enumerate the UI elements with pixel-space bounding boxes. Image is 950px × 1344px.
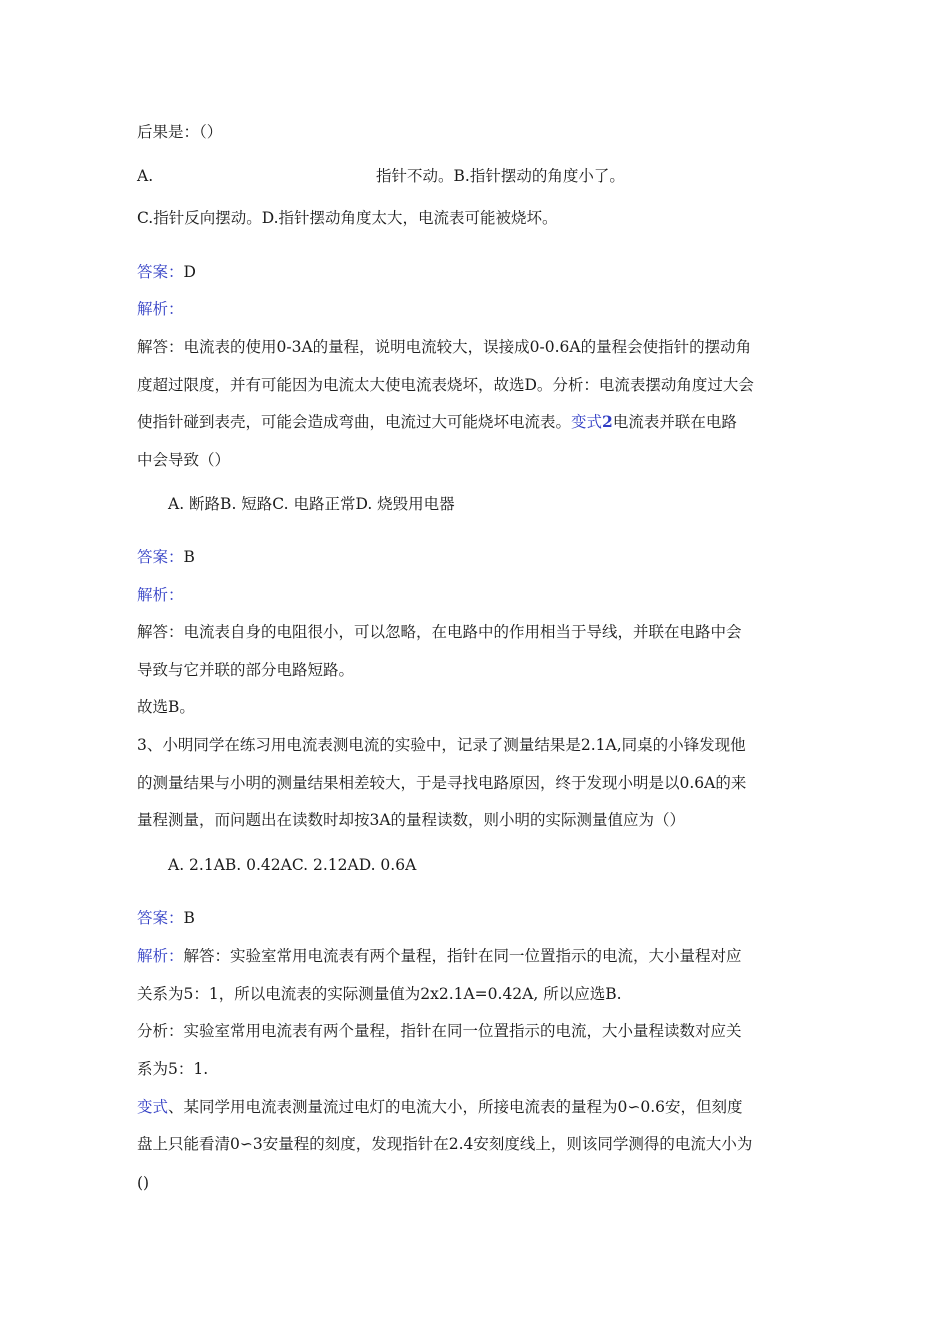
text-segment: 关系为5：1，所以电流表的实际测量值为2x2.1A=0.42A, 所以应选B. — [137, 985, 622, 1003]
text-line — [137, 622, 742, 642]
highlight-label: 解析： — [137, 947, 184, 965]
text-segment: 度超过限度，并有可能因为电流太大使电流表烧坏，故选D。分析：电流表摆动角度过大会 — [137, 376, 754, 394]
text-segment: A. 断路B. 短路C. 电路正常D. 烧毁用电器 — [168, 495, 455, 513]
text-segment: 中会导致（） — [137, 451, 231, 469]
text-line — [137, 1059, 208, 1079]
text-line — [137, 697, 195, 717]
highlight-label: 解析： — [137, 300, 184, 318]
text-segment: 系为5：1. — [137, 1060, 209, 1078]
text-segment: C.指针反向摆动。D.指针摆动角度太大，电流表可能被烧坏。 — [137, 209, 558, 227]
text-segment: 故选B。 — [137, 698, 195, 716]
text-line — [137, 585, 184, 605]
text-line — [137, 1097, 743, 1117]
text-line — [137, 208, 558, 228]
highlight-label: 答案： — [137, 909, 184, 927]
text-line — [137, 547, 195, 567]
text-line — [137, 660, 354, 680]
text-line — [137, 984, 622, 1004]
text-segment: 量程测量，而问题出在读数时却按3A的量程读数，则小明的实际测量值应为（） — [137, 811, 686, 829]
text-line — [137, 946, 742, 966]
text-line — [137, 773, 746, 793]
text-line — [137, 122, 222, 142]
text-line — [137, 262, 196, 282]
highlight-label: 2 — [602, 412, 613, 431]
text-segment: D — [183, 263, 196, 281]
text-line — [137, 166, 153, 186]
text-segment: B — [183, 909, 195, 927]
highlight-label: 变式 — [137, 1098, 169, 1116]
text-line — [137, 375, 754, 395]
text-line — [137, 1134, 752, 1154]
text-line — [137, 450, 230, 470]
text-line — [137, 1021, 742, 1041]
option-text: 指针不动。B.指针摆动的角度小了。 — [376, 167, 625, 185]
text-segment: B — [183, 548, 195, 566]
text-segment: 的测量结果与小明的测量结果相差较大，于是寻找电路原因，终于发现小明是以0.6A的来 — [137, 774, 747, 792]
text-line — [137, 908, 195, 928]
highlight-label: 答案： — [137, 548, 184, 566]
text-segment: 解答：电流表自身的电阻很小，可以忽略，在电路中的作用相当于导线，并联在电路中会 — [137, 623, 742, 641]
text-segment: 导致与它并联的部分电路短路。 — [137, 661, 355, 679]
text-segment: 电流表并联在电路 — [612, 413, 737, 431]
text-segment: 分析：实验室常用电流表有两个量程，指针在同一位置指示的电流，大小量程读数对应关 — [137, 1022, 742, 1040]
text-line — [137, 412, 737, 432]
text-segment: () — [137, 1174, 150, 1192]
text-line — [168, 494, 455, 514]
text-line — [137, 1173, 149, 1193]
highlight-label: 解析： — [137, 586, 184, 604]
text-line — [137, 735, 746, 755]
text-line — [168, 855, 416, 875]
highlight-label: 答案： — [137, 263, 184, 281]
text-segment: 解答：电流表的使用0-3A的量程，说明电流较大，误接成0-0.6A的量程会使指针的摆动角 — [137, 338, 752, 356]
text-segment: 使指针碰到表壳，可能会造成弯曲，电流过大可能烧坏电流表。 — [137, 413, 572, 431]
highlight-label: 变式 — [571, 413, 603, 431]
text-segment: 解答：实验室常用电流表有两个量程，指针在同一位置指示的电流，大小量程对应 — [183, 947, 742, 965]
text-segment: A. 2.1AB. 0.42AC. 2.12AD. 0.6A — [168, 856, 417, 874]
text-line — [137, 299, 184, 319]
text-segment: 、某同学用电流表测量流过电灯的电流大小，所接电流表的量程为0∽0.6安，但刻度 — [168, 1098, 743, 1116]
text-segment: 3、小明同学在练习用电流表测电流的实验中，记录了测量结果是2.1A,同桌的小锋发现他 — [137, 736, 746, 754]
text-segment: 后果是：（） — [137, 123, 223, 141]
text-segment: 盘上只能看清0∽3安量程的刻度，发现指针在2.4安刻度线上，则该同学测得的电流大小为 — [137, 1135, 753, 1153]
text-line — [137, 337, 751, 357]
text-segment: A. — [137, 167, 154, 185]
text-line — [137, 810, 685, 830]
